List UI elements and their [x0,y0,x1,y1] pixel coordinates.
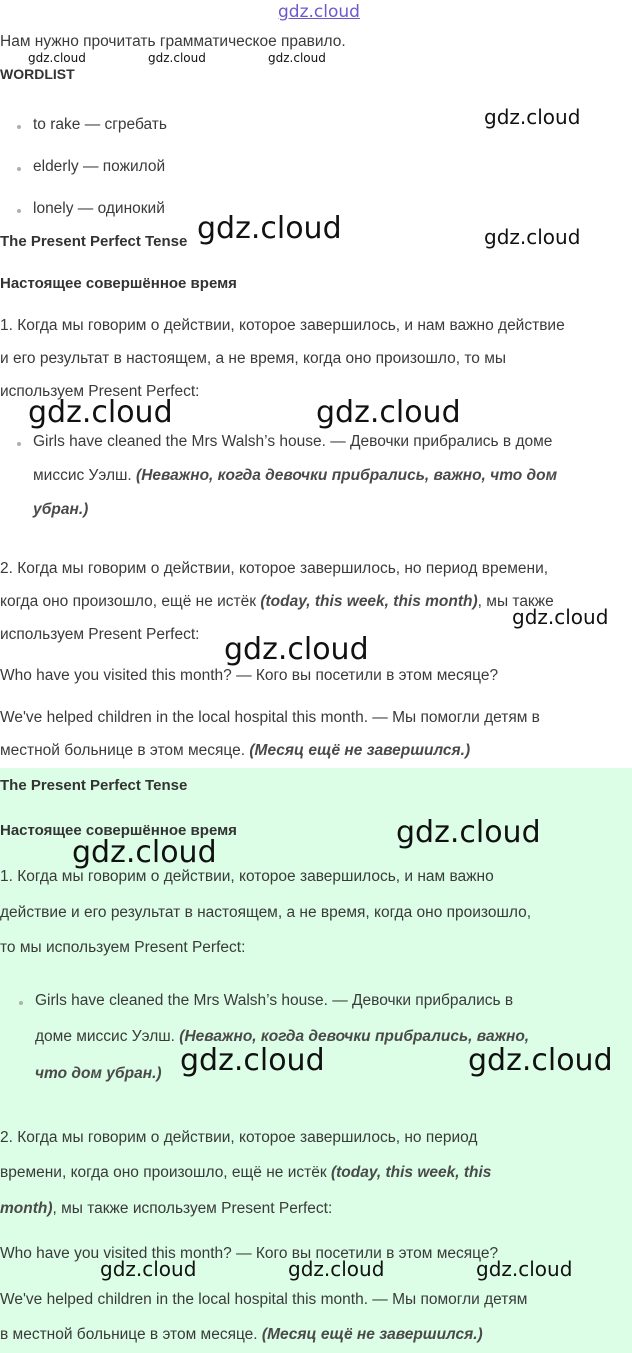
rule-2-text: когда оно произошло, ещё не истёк [0,593,261,610]
rule-2-line: 2. Когда мы говорим о действии, которое завершилось, но период времени, [0,560,549,577]
rule-2-text: , мы также [477,593,554,610]
rule-2-line [0,1200,332,1218]
example-3-line [0,742,470,760]
rule-1-line: 1. Когда мы говорим о действии, которое завершилось, и нам важно [0,868,494,885]
watermark: gdz.cloud [197,211,342,246]
rule-2-line [0,1164,491,1182]
example-2: Who have you visited this month? — Кого вы посетили в этом месяце? [0,1245,499,1262]
bullet-icon [19,1001,23,1005]
watermark: gdz.cloud [316,395,461,430]
rule-2-text: времени, когда оно произошло, ещё не истёк [0,1164,331,1181]
watermark: gdz.cloud [148,51,206,65]
example-3-line [0,1326,483,1344]
watermark: gdz.cloud [484,105,581,129]
example-3-text: в местной больнице в этом месяце. [0,1326,262,1343]
example-1-text: доме миссис Уэлш. [35,1028,180,1045]
example-1-line: Girls have cleaned the Mrs Walsh’s house. — Девочки прибрались в доме [33,433,553,450]
bullet-icon [17,442,21,446]
watermark: gdz.cloud [476,1257,573,1281]
rule-1-line: действие и его результат в настоящем, а не время, когда оно произошло, [0,904,532,921]
rule-2-time-markers: month) [0,1200,53,1217]
intro-text: Нам нужно прочитать грамматическое правило. [0,33,346,50]
example-1-line: Girls have cleaned the Mrs Walsh’s house. — Девочки прибрались в [35,992,514,1009]
rule-1-line: то мы используем Present Perfect: [0,939,246,956]
watermark: gdz.cloud [396,815,541,850]
wordlist-item: lonely — одинокий [33,200,165,217]
bullet-icon [17,125,21,129]
rule-2-line: используем Present Perfect: [0,626,200,643]
example-1-note: убран.) [33,501,89,518]
example-1-note: (Неважно, когда девочки прибрались, важно, [179,1028,530,1045]
watermark: gdz.cloud [72,835,217,870]
rule-2-line [0,593,554,611]
rule-2-text: , мы также используем Present Perfect: [52,1200,333,1217]
watermark: gdz.cloud [268,51,326,65]
section-subtitle: Настоящее совершённое время [0,822,237,839]
watermark: gdz.cloud [468,1043,613,1078]
watermark: gdz.cloud [180,1043,325,1078]
rule-1-line: используем Present Perfect: [0,383,200,400]
rule-1-line: и его результат в настоящем, а не время, когда оно произошло, то мы [0,350,507,367]
bullet-icon [17,167,21,171]
watermark: gdz.cloud [28,395,173,430]
example-1-text: миссис Уэлш. [33,467,137,484]
example-3-text: местной больнице в этом месяце. [0,742,250,759]
rule-2-time-markers: (today, this week, this [330,1164,492,1181]
rule-2-line: 2. Когда мы говорим о действии, которое завершилось, но период [0,1129,478,1146]
example-2: Who have you visited this month? — Кого вы посетили в этом месяце? [0,667,499,684]
example-1-note: что дом убран.) [35,1065,162,1082]
watermark: gdz.cloud [224,632,369,667]
watermark: gdz.cloud [28,51,86,65]
wordlist-title: WORDLIST [0,66,75,82]
watermark: gdz.cloud [484,225,581,249]
section-subtitle: Настоящее совершённое время [0,275,237,292]
example-3-note: (Месяц ещё не завершился.) [249,742,471,759]
wordlist-item: to rake — сгребать [33,116,167,133]
rule-2-time-markers: (today, this week, this month) [260,593,478,610]
example-1-line [33,467,557,485]
example-1-note: (Неважно, когда девочки прибрались, важно, что дом [136,467,558,484]
section-title: The Present Perfect Tense [0,233,188,250]
site-header-logo[interactable]: gdz.cloud [278,2,360,22]
bullet-icon [17,209,21,213]
watermark: gdz.cloud [100,1257,197,1281]
rule-1-line: 1. Когда мы говорим о действии, которое завершилось, и нам важно действие [0,317,565,334]
watermark: gdz.cloud [512,605,609,629]
wordlist-item: elderly — пожилой [33,158,166,175]
section-title: The Present Perfect Tense [0,777,188,794]
example-3-line: We've helped children in the local hospital this month. — Мы помогли детям в [0,709,540,726]
example-3-note: (Месяц ещё не завершился.) [261,1326,483,1343]
watermark: gdz.cloud [288,1257,385,1281]
example-3-line: We've helped children in the local hospital this month. — Мы помогли детям [0,1291,528,1308]
